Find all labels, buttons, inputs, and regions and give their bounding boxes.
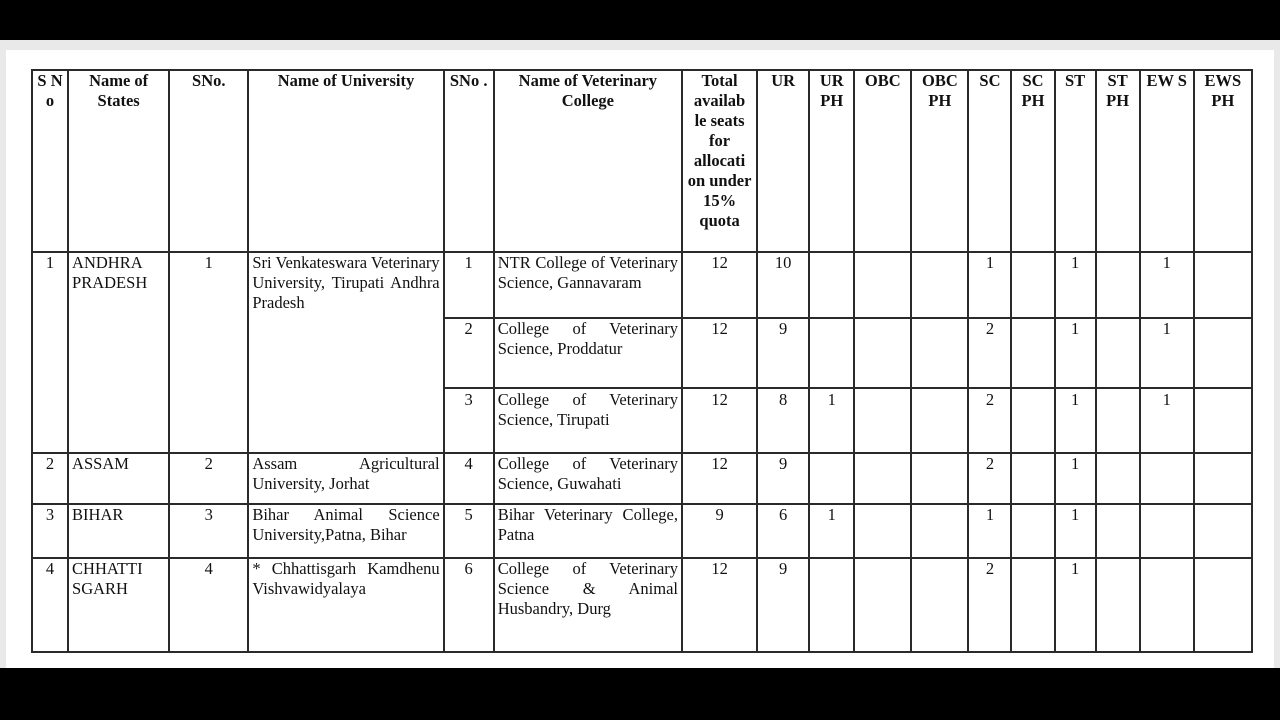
header-obc: OBC	[854, 70, 911, 252]
sc-ph-seats	[1011, 558, 1054, 652]
ews-ph-seats	[1194, 504, 1252, 558]
ur-seats: 9	[757, 318, 809, 388]
table-row	[32, 558, 1252, 652]
college-sno: 2	[444, 318, 494, 388]
college-name: College of Veterinary Science, Proddatur	[494, 318, 682, 388]
sc-ph-seats	[1011, 504, 1054, 558]
table-row	[32, 252, 1252, 318]
st-seats: 1	[1055, 388, 1096, 453]
sc-seats: 1	[968, 252, 1011, 318]
seat-allocation-table	[31, 69, 1253, 653]
university-name: Bihar Animal Science University,Patna, Bihar	[248, 504, 443, 558]
st-seats: 1	[1055, 453, 1096, 504]
document-page	[0, 40, 1280, 668]
sc-ph-seats	[1011, 388, 1054, 453]
obc-seats	[854, 453, 911, 504]
ews-ph-seats	[1194, 558, 1252, 652]
state-name: ASSAM	[68, 453, 169, 504]
st-seats: 1	[1055, 558, 1096, 652]
st-seats: 1	[1055, 504, 1096, 558]
obc-seats	[854, 252, 911, 318]
sc-ph-seats	[1011, 453, 1054, 504]
obc-seats	[854, 558, 911, 652]
ews-ph-seats	[1194, 453, 1252, 504]
total-seats: 12	[682, 318, 757, 388]
st-ph-seats	[1096, 388, 1140, 453]
ur-ph-seats: 1	[809, 504, 854, 558]
ews-ph-seats	[1194, 252, 1252, 318]
header-st-ph: ST PH	[1096, 70, 1140, 252]
sc-seats: 2	[968, 453, 1011, 504]
university-name: Sri Venkateswara Veterinary University, Tirupati Andhra Pradesh	[248, 252, 443, 453]
college-name: College of Veterinary Science & Animal Husbandry, Durg	[494, 558, 682, 652]
ews-seats	[1140, 558, 1194, 652]
obc-seats	[854, 318, 911, 388]
college-sno: 4	[444, 453, 494, 504]
header-sno-2: SNo.	[169, 70, 248, 252]
total-seats: 12	[682, 558, 757, 652]
header-total-seats: Total availab le seats for allocati on under 15% quota	[682, 70, 757, 252]
row-sno: 4	[32, 558, 68, 652]
total-seats: 12	[682, 453, 757, 504]
ur-ph-seats	[809, 453, 854, 504]
st-ph-seats	[1096, 504, 1140, 558]
obc-seats	[854, 504, 911, 558]
ur-seats: 9	[757, 453, 809, 504]
header-ur-ph: UR PH	[809, 70, 854, 252]
ur-ph-seats	[809, 252, 854, 318]
college-name: Bihar Veterinary College, Patna	[494, 504, 682, 558]
header-st: ST	[1055, 70, 1096, 252]
university-sno: 4	[169, 558, 248, 652]
ews-seats	[1140, 453, 1194, 504]
sc-seats: 2	[968, 558, 1011, 652]
sc-seats: 1	[968, 504, 1011, 558]
header-ews: EW S	[1140, 70, 1194, 252]
ews-seats: 1	[1140, 252, 1194, 318]
college-sno: 5	[444, 504, 494, 558]
header-obc-ph: OBC PH	[911, 70, 968, 252]
ur-seats: 8	[757, 388, 809, 453]
header-row	[32, 70, 1252, 252]
row-sno: 1	[32, 252, 68, 453]
obc-ph-seats	[911, 558, 968, 652]
sc-seats: 2	[968, 388, 1011, 453]
ur-ph-seats: 1	[809, 388, 854, 453]
document-sheet	[6, 50, 1274, 668]
header-ews-ph: EWS PH	[1194, 70, 1252, 252]
row-sno: 3	[32, 504, 68, 558]
row-sno: 2	[32, 453, 68, 504]
header-college: Name of Veterinary College	[494, 70, 682, 252]
st-ph-seats	[1096, 558, 1140, 652]
obc-ph-seats	[911, 388, 968, 453]
total-seats: 9	[682, 504, 757, 558]
header-sno: S N o	[32, 70, 68, 252]
college-sno: 3	[444, 388, 494, 453]
state-name: CHHATTI SGARH	[68, 558, 169, 652]
ur-ph-seats	[809, 558, 854, 652]
obc-ph-seats	[911, 453, 968, 504]
total-seats: 12	[682, 252, 757, 318]
ur-ph-seats	[809, 318, 854, 388]
st-seats: 1	[1055, 252, 1096, 318]
college-sno: 1	[444, 252, 494, 318]
ews-seats	[1140, 504, 1194, 558]
header-sno-3: SNo .	[444, 70, 494, 252]
total-seats: 12	[682, 388, 757, 453]
university-name: Assam Agricultural University, Jorhat	[248, 453, 443, 504]
header-sc-ph: SC PH	[1011, 70, 1054, 252]
st-ph-seats	[1096, 453, 1140, 504]
sc-ph-seats	[1011, 318, 1054, 388]
college-name: College of Veterinary Science, Guwahati	[494, 453, 682, 504]
university-sno: 1	[169, 252, 248, 453]
header-ur: UR	[757, 70, 809, 252]
university-sno: 2	[169, 453, 248, 504]
header-sc: SC	[968, 70, 1011, 252]
state-name: ANDHRA PRADESH	[68, 252, 169, 453]
ur-seats: 6	[757, 504, 809, 558]
sc-ph-seats	[1011, 252, 1054, 318]
st-seats: 1	[1055, 318, 1096, 388]
state-name: BIHAR	[68, 504, 169, 558]
table-row	[32, 453, 1252, 504]
obc-ph-seats	[911, 318, 968, 388]
college-name: College of Veterinary Science, Tirupati	[494, 388, 682, 453]
college-name: NTR College of Veterinary Science, Gannavaram	[494, 252, 682, 318]
ews-ph-seats	[1194, 318, 1252, 388]
ews-seats: 1	[1140, 388, 1194, 453]
ur-seats: 10	[757, 252, 809, 318]
st-ph-seats	[1096, 318, 1140, 388]
ews-seats: 1	[1140, 318, 1194, 388]
university-sno: 3	[169, 504, 248, 558]
obc-seats	[854, 388, 911, 453]
university-name: * Chhattisgarh Kamdhenu Vishvawidyalaya	[248, 558, 443, 652]
college-sno: 6	[444, 558, 494, 652]
st-ph-seats	[1096, 252, 1140, 318]
sc-seats: 2	[968, 318, 1011, 388]
ews-ph-seats	[1194, 388, 1252, 453]
table-row	[32, 504, 1252, 558]
obc-ph-seats	[911, 252, 968, 318]
obc-ph-seats	[911, 504, 968, 558]
header-state: Name of States	[68, 70, 169, 252]
ur-seats: 9	[757, 558, 809, 652]
header-university: Name of University	[248, 70, 443, 252]
